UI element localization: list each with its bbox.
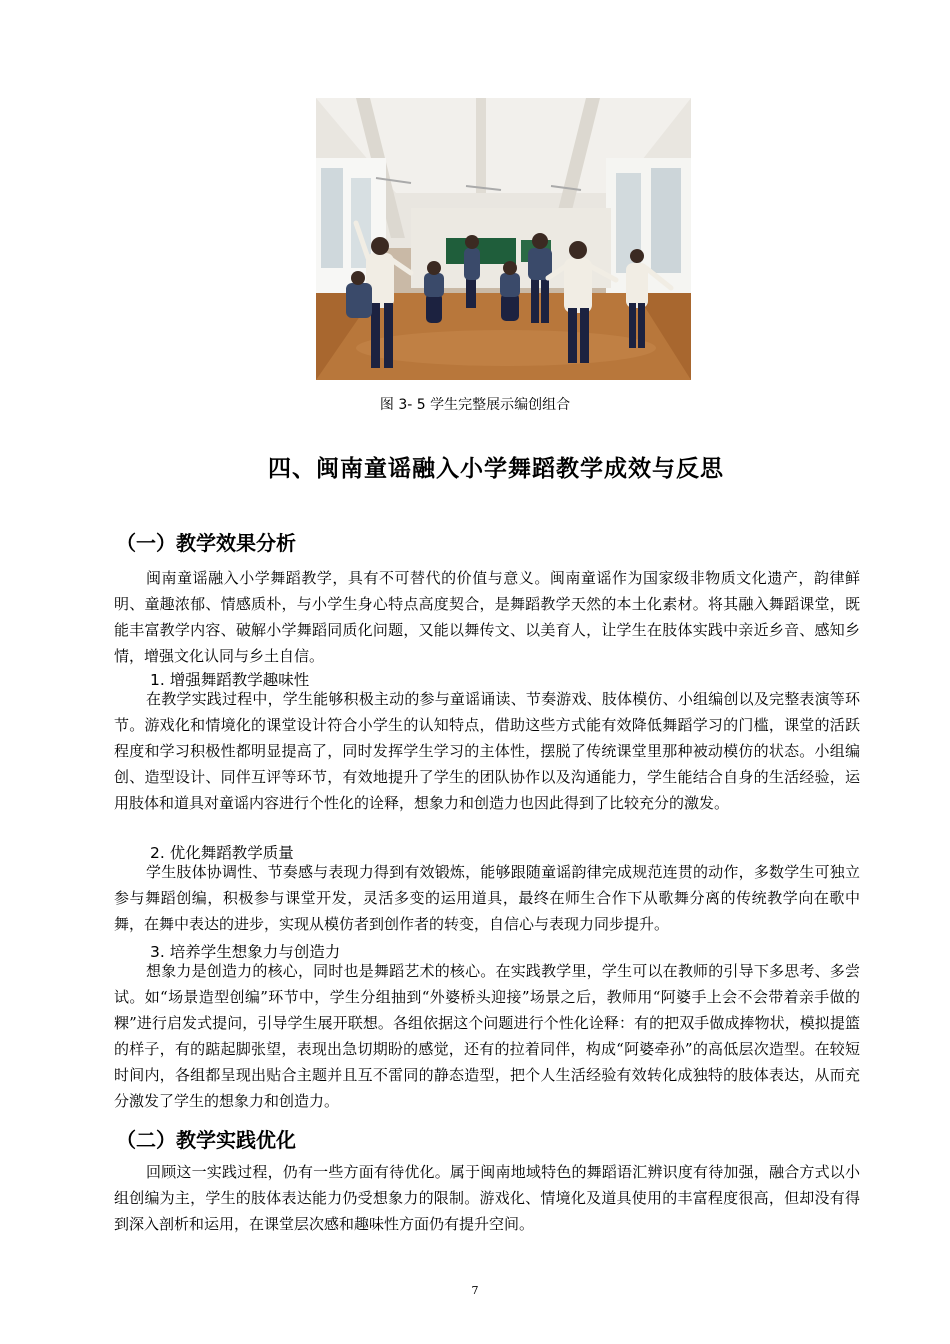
paragraph-item-3: 想象力是创造力的核心，同时也是舞蹈艺术的核心。在实践教学里，学生可以在教师的引导下多思考、多尝试。如“场景造型创编”环节中，学生分组抽到“外婆桥头迎接”场景之后，教师用“阿婆手上会不会带着亲手做的粿”进行启发式提问，引导学生展开联想。各组依据这个问题进行个性化诠释：有的把双手做成捧物状，模拟提篮的样子，有的踮起脚张望，表现出急切期盼的感觉，还有的拉着同伴，构成“阿婆牵孙”的高低层次造型。在较短时间内，各组都呈现出贴合主题并且互不雷同的静态造型，把个人生活经验有效转化成独特的肢体表达，从而充分激发了学生的想象力和创造力。 bbox=[114, 962, 860, 1110]
figure-caption: 图 3- 5 学生完整展示编创组合 bbox=[379, 397, 571, 413]
paragraph-intro: 闽南童谣融入小学舞蹈教学，具有不可替代的价值与意义。闽南童谣作为国家级非物质文化遗产，韵律鲜明、童趣浓郁、情感质朴，与小学生身心特点高度契合，是舞蹈教学天然的本土化素材。将其融入舞蹈课堂，既能丰富教学内容、破解小学舞蹈同质化问题，又能以舞传文、以美育人，让学生在肢体实践中亲近乡音、感知乡情，增强文化认同与乡土自信。 bbox=[114, 569, 860, 665]
item-title-2: 2. 优化舞蹈教学质量 bbox=[150, 844, 294, 862]
page-number: 7 bbox=[471, 1284, 479, 1297]
paragraph-sub2: 回顾这一实践过程，仍有一些方面有待优化。属于闽南地域特色的舞蹈语汇辨识度有待加强，融合方式以小组创编为主，学生的肢体表达能力仍受想象力的限制。游戏化、情境化及道具使用的丰富程度很高，但却没有得到深入剖析和运用，在课堂层次感和趣味性方面仍有提升空间。 bbox=[114, 1163, 860, 1233]
paragraph-item-1: 在教学实践过程中，学生能够积极主动的参与童谣诵读、节奏游戏、肢体模仿、小组编创以及完整表演等环节。游戏化和情境化的课堂设计符合小学生的认知特点，借助这些方式能有效降低舞蹈学习的门槛，课堂的活跃程度和学习积极性都明显提高了，同时发挥学生学习的主体性，摆脱了传统课堂里那种被动模仿的状态。小组编创、造型设计、同伴互评等环节，有效地提升了学生的团队协作以及沟通能力，学生能结合自身的生活经验，运用肢体和道具对童谣内容进行个性化的诠释，想象力和创造力也因此得到了比较充分的激发。 bbox=[114, 690, 860, 812]
subsection-title-2: （二）教学实践优化 bbox=[116, 1128, 296, 1152]
section-title: 四、闽南童谣融入小学舞蹈教学成效与反思 bbox=[268, 456, 724, 482]
subsection-title-1: （一）教学效果分析 bbox=[116, 531, 296, 555]
item-title-1: 1. 增强舞蹈教学趣味性 bbox=[150, 671, 310, 689]
classroom-photo bbox=[316, 98, 691, 380]
item-title-3: 3. 培养学生想象力与创造力 bbox=[150, 943, 341, 961]
paragraph-item-2: 学生肢体协调性、节奏感与表现力得到有效锻炼，能够跟随童谣韵律完成规范连贯的动作，多数学生可独立参与舞蹈创编，积极参与课堂开发，灵活多变的运用道具，最终在师生合作下从歌舞分离的传统教学向在歌中舞，在舞中表达的进步，实现从模仿者到创作者的转变，自信心与表现力同步提升。 bbox=[114, 863, 860, 933]
